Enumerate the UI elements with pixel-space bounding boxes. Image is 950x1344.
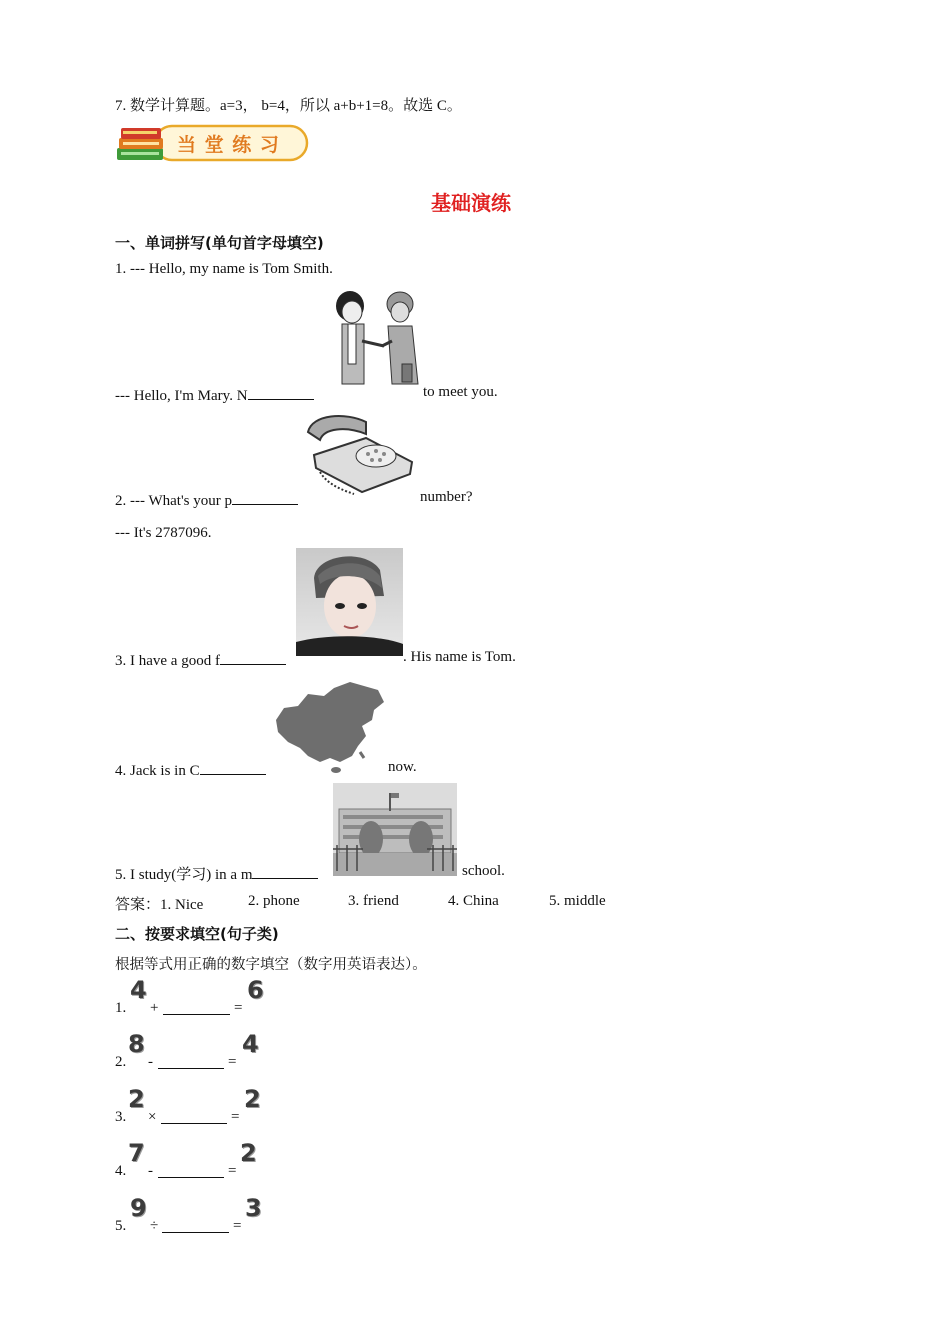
eq2-digit-b: 4 [242, 1030, 259, 1058]
answer-5: 5. middle [549, 893, 606, 909]
q1-line1: 1. --- Hello, my name is Tom Smith. [115, 261, 333, 277]
practice-banner [115, 122, 310, 164]
handshake-image [322, 286, 422, 390]
part2-instruction: 根据等式用正确的数字填空（数字用英语表达）。 [115, 957, 427, 973]
answer-2: 2. phone [248, 893, 300, 909]
q2-blank[interactable] [232, 489, 298, 505]
eq1-digit-b: 6 [247, 976, 264, 1004]
section-title: 基础演练 [431, 191, 511, 215]
school-photo [333, 783, 457, 876]
q2-post: number? [420, 489, 473, 505]
eq5-blank[interactable] [162, 1217, 229, 1233]
q1-pre: --- Hello, I'm Mary. N [115, 388, 248, 404]
eq3-digit-a: 2 [128, 1085, 145, 1113]
eq1-num: 1. [115, 1000, 127, 1016]
q1-post: to meet you. [423, 384, 498, 400]
q2-reply: --- It's 2787096. [115, 525, 212, 541]
eq1-blank[interactable] [163, 999, 230, 1015]
answers-row [115, 893, 203, 914]
q1-line2 [115, 384, 314, 405]
banner-label: 当 堂 练 习 [177, 134, 280, 156]
china-map-image [274, 680, 386, 774]
part1-heading: 一、单词拼写(单句首字母填空) [115, 234, 324, 252]
q5-line [115, 863, 318, 884]
eq2-num: 2. [115, 1054, 127, 1070]
eq4-num: 4. [115, 1163, 127, 1179]
friend-photo [296, 548, 403, 656]
telephone-image [306, 410, 416, 496]
eq1-op: + [150, 1000, 159, 1016]
q4-pre: 4. Jack is in C [115, 763, 200, 779]
q4-line [115, 759, 266, 780]
answer-4: 4. China [448, 893, 499, 909]
eq1-digit-a: 4 [130, 976, 147, 1004]
q5-post: school. [462, 863, 505, 879]
q2-line [115, 489, 298, 510]
eq5-op: ÷ [150, 1218, 159, 1234]
eq5-digit-a: 9 [130, 1194, 147, 1222]
q4-blank[interactable] [200, 759, 266, 775]
eq2-eq: = [228, 1054, 237, 1070]
q3-line [115, 649, 286, 670]
q5-blank[interactable] [252, 863, 318, 879]
eq2-op: - [148, 1054, 153, 1070]
eq4-eq: = [228, 1163, 237, 1179]
eq4-digit-b: 2 [240, 1139, 257, 1167]
answers-label: 答案： [115, 897, 161, 913]
eq3-digit-b: 2 [244, 1085, 261, 1113]
eq1-eq: = [234, 1000, 243, 1016]
answer-1: 1. Nice [160, 897, 204, 913]
q1-blank[interactable] [248, 384, 314, 400]
q3-pre: 3. I have a good f [115, 653, 220, 669]
q3-post: . His name is Tom. [403, 649, 516, 665]
eq5-num: 5. [115, 1218, 127, 1234]
eq3-eq: = [231, 1109, 240, 1125]
q3-blank[interactable] [220, 649, 286, 665]
part2-heading: 二、按要求填空(句子类) [115, 925, 279, 943]
eq4-op: - [148, 1163, 153, 1179]
q2-pre: 2. --- What's your p [115, 493, 232, 509]
eq3-op: × [148, 1109, 157, 1125]
eq5-eq: = [233, 1218, 242, 1234]
answer-3: 3. friend [348, 893, 399, 909]
q5-pre: 5. I study(学习) in a m [115, 867, 253, 883]
eq4-digit-a: 7 [128, 1139, 145, 1167]
eq3-num: 3. [115, 1109, 127, 1125]
eq2-blank[interactable] [158, 1053, 224, 1069]
q4-post: now. [388, 759, 417, 775]
eq2-digit-a: 8 [128, 1030, 145, 1058]
eq5-digit-b: 3 [245, 1194, 262, 1222]
prev-answer: 7. 数学计算题。a=3， b=4，所以 a+b+1=8。故选 C。 [115, 98, 462, 114]
eq4-blank[interactable] [158, 1162, 224, 1178]
eq3-blank[interactable] [161, 1108, 227, 1124]
